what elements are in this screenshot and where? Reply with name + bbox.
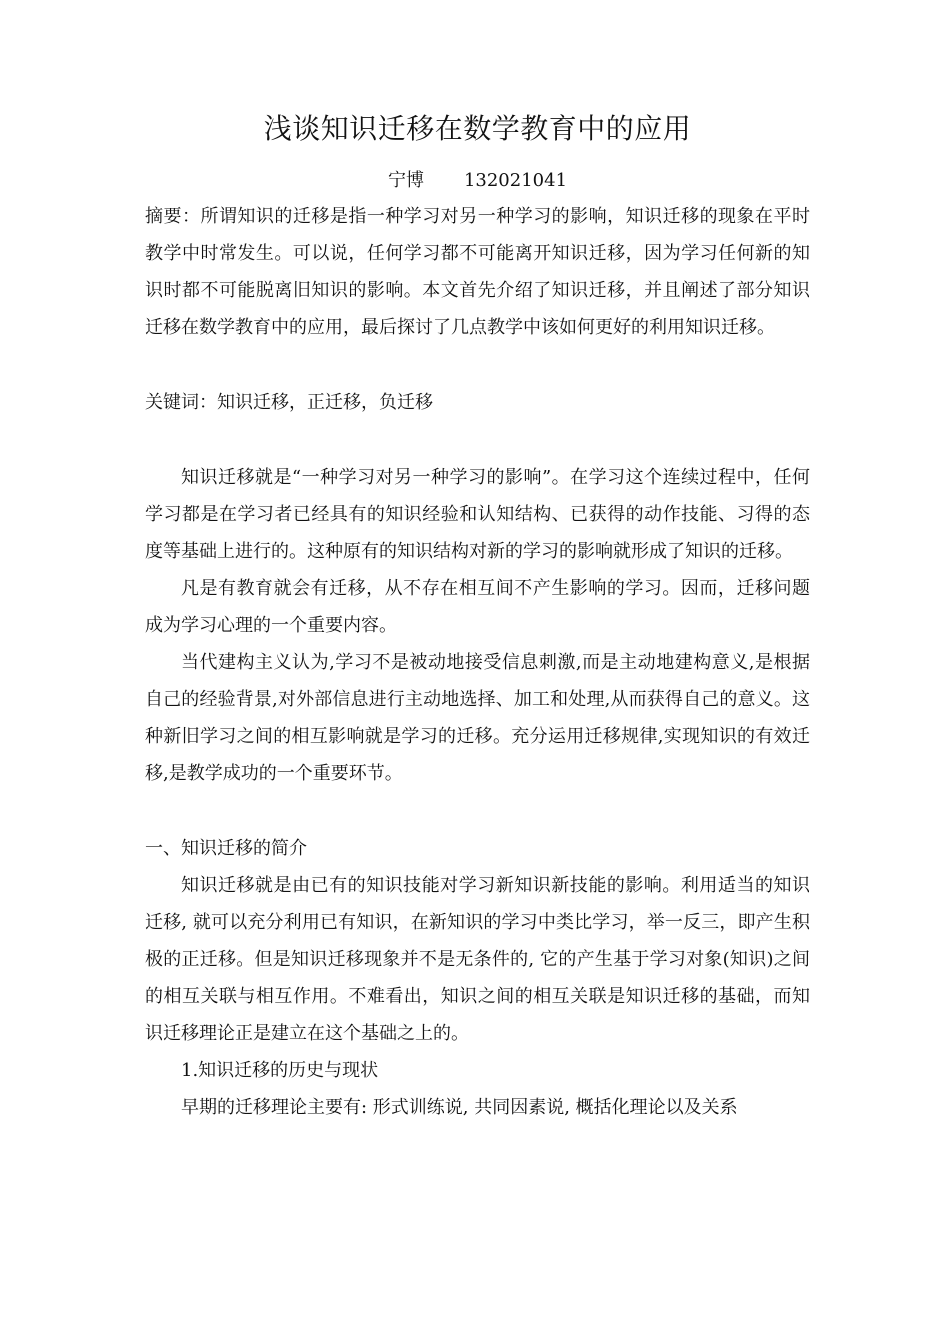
paper-page — [145, 104, 810, 1126]
intro-paragraph-1: 知识迁移就是“一种学习对另一种学习的影响”。在学习这个连续过程中，任何学习都是在学习者已经具有的知识经验和认知结构、已获得的动作技能、习得的态度等基础上进行的。这种原有的知识结构对新的学习的影响就形成了知识的迁移。 — [145, 467, 810, 562]
section-heading: 一、知识迁移的简介 — [145, 838, 307, 859]
subsection-heading: 1.知识迁移的历史与现状 — [181, 1060, 379, 1081]
author-student-id: 132021041 — [463, 170, 568, 191]
subsection-paragraph: 早期的迁移理论主要有: 形式训练说, 共同因素说, 概括化理论以及关系 — [181, 1097, 738, 1118]
author-line — [145, 164, 810, 198]
abstract: 摘要：所谓知识的迁移是指一种学习对另一种学习的影响，知识迁移的现象在平时教学中时常发生。可以说，任何学习都不可能离开知识迁移，因为学习任何新的知识时都不可能脱离旧知识的影响。本文首先介绍了知识迁移，并且阐述了部分知识迁移在数学教育中的应用，最后探讨了几点教学中该如何更好的利用知识迁移。 — [145, 206, 810, 338]
author-name: 宁博 — [387, 170, 424, 191]
intro-paragraph-3: 当代建构主义认为,学习不是被动地接受信息刺激,而是主动地建构意义,是根据自己的经验背景,对外部信息进行主动地选择、加工和处理,从而获得自己的意义。这种新旧学习之间的相互影响就是学习的迁移。充分运用迁移规律,实现知识的有效迁移,是教学成功的一个重要环节。 — [145, 652, 810, 784]
intro-paragraph-2: 凡是有教育就会有迁移，从不存在相互间不产生影响的学习。因而，迁移问题成为学习心理的一个重要内容。 — [145, 578, 810, 636]
section-paragraph: 知识迁移就是由已有的知识技能对学习新知识新技能的影响。利用适当的知识迁移, 就可以充分利用已有知识，在新知识的学习中类比学习，举一反三，即产生积极的正迁移。但是知识迁移现象并不是无条件的, 它的产生基于学习对象(知识)之间的相互关联与相互作用。不难看出，知识之间的相互关联是知识迁移的基础，而知识迁移理论正是建立在这个基础之上的。 — [145, 875, 810, 1044]
keywords: 关键词：知识迁移，正迁移，负迁移 — [145, 392, 433, 413]
paper-title: 浅谈知识迁移在数学教育中的应用 — [263, 112, 692, 145]
